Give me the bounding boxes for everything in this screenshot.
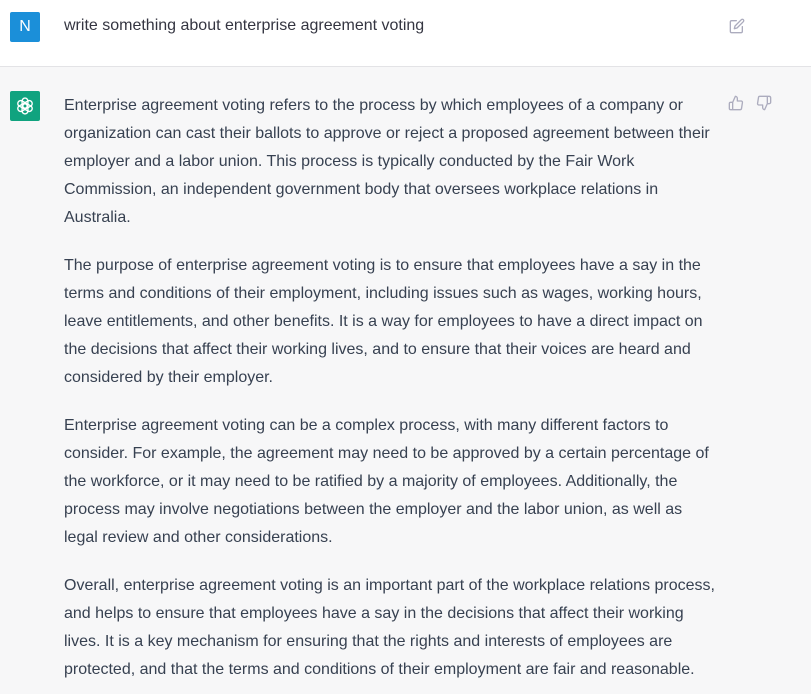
edit-icon — [729, 18, 745, 34]
assistant-message-text — [64, 92, 719, 684]
answer-paragraph-2: The purpose of enterprise agreement voting is to ensure that employees have a say in the terms and conditions of their employment, including issues such as wages, working hours, leave entitlements, and other benefits. It is a way for employees to have a direct impact on the decisions that affect their working lives, and to ensure that their voices are heard and considered by their employer. — [64, 257, 703, 386]
answer-paragraph-1: Enterprise agreement voting refers to the process by which employees of a company or organization can cast their ballots to approve or reject a proposed agreement between their employer and a labor union. This process is typically conducted by the Fair Work Commission, an independent government body that oversees workplace relations in Australia. — [64, 97, 710, 226]
feedback-buttons — [727, 94, 773, 112]
thumbs-up-icon — [728, 95, 744, 111]
thumbs-down-button[interactable] — [755, 94, 773, 112]
assistant-message-row — [0, 67, 811, 694]
openai-logo-icon — [14, 95, 36, 117]
answer-paragraph-4: Overall, enterprise agreement voting is an important part of the workplace relations process, and helps to ensure that employees have a say in the decisions that affect their working lives. It is a key mechanism for ensuring that the rights and interests of employees are protected, and that the terms and conditions of their employment are fair and reasonable. — [64, 577, 715, 678]
user-avatar: N — [10, 12, 40, 42]
user-message-row — [0, 0, 811, 67]
assistant-avatar — [10, 91, 40, 121]
edit-message-button[interactable] — [726, 15, 748, 37]
user-message-text: write something about enterprise agreement voting — [64, 17, 425, 34]
answer-paragraph-3: Enterprise agreement voting can be a complex process, with many different factors to consider. For example, the agreement may need to be approved by a certain percentage of the workforce, or it may need to be ratified by a majority of employees. Additionally, the process may involve negotiations between the employer and the labor union, as well as legal review and other considerations. — [64, 417, 709, 546]
thumbs-up-button[interactable] — [727, 94, 745, 112]
thumbs-down-icon — [756, 95, 772, 111]
